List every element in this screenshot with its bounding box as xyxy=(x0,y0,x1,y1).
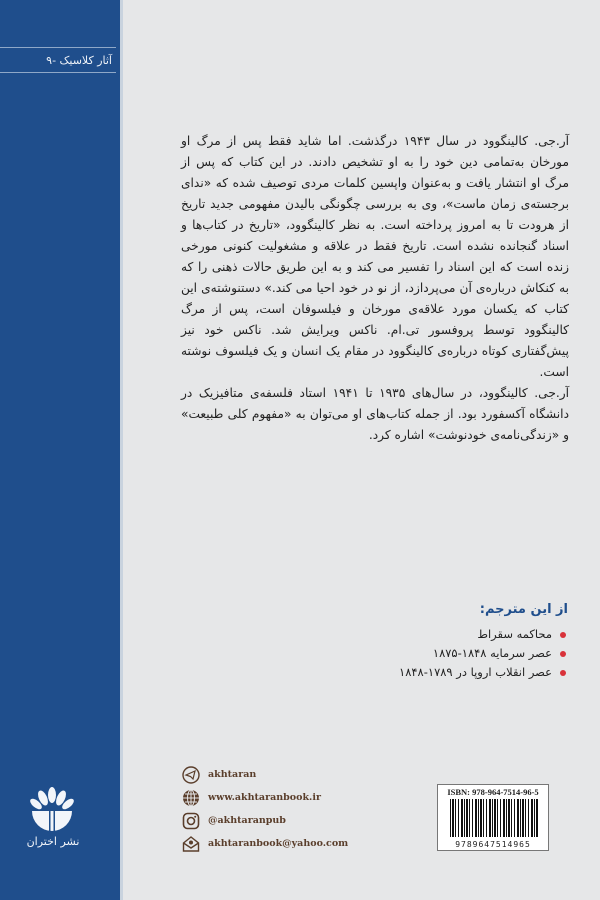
translator-works-list xyxy=(268,625,568,682)
telegram-icon xyxy=(182,766,200,784)
list-item: عصر انقلاب اروپا در ۱۷۸۹-۱۸۴۸ xyxy=(268,663,568,682)
publisher-logo-icon xyxy=(28,785,76,833)
isbn-label: ISBN: 978-964-7514-96-5 xyxy=(447,787,539,797)
contact-website: www.akhtaranbook.ir xyxy=(182,786,348,809)
mail-icon xyxy=(182,835,200,853)
bullet-icon xyxy=(560,632,566,638)
contact-email: akhtaranbook@yahoo.com xyxy=(182,832,348,855)
list-item: محاکمه سقراط xyxy=(268,625,568,644)
spine-edge xyxy=(120,0,123,900)
barcode-icon xyxy=(450,799,538,837)
contact-instagram: @akhtaranpub xyxy=(182,809,348,832)
list-item: عصر سرمایه ۱۸۴۸-۱۸۷۵ xyxy=(268,644,568,663)
contact-telegram: akhtaran xyxy=(182,763,348,786)
bullet-icon xyxy=(560,670,566,676)
blurb-paragraph: آر.جی. کالینگوود در سال ۱۹۴۳ درگذشت. اما شاید فقط پس از مرگ او مورخان به‌تمامی دین خود را به او تشخیص دادند. در این کتاب که پس از مرگ او انتشار یافت و به‌عنوان واپسین کلمات مردی توصیف شده که «ندای برجسته‌ی زمان ماست»، وی به بررسی چگونگی بالیدن مفهومی جدید تاریخ از هرودت تا به امروز پرداخته است. به نظر کالینگوود، «تاریخ در کتاب‌ها و اسناد گنجانده نشده است. تاریخ فقط در علاقه و مشغولیت کنونی مورخی زنده است که این اسناد را تفسیر می کند و به این طریق حالات ذهنی را که به کنکاش درباره‌ی آن می‌پردازد، از نو در خود احیا می کند.» دستنوشته‌ی این کتاب که یکسان مورد علاقه‌ی مورخان و فیلسوفان است، پس از مرگ کالینگوود توسط پروفسور تی.ام. ناکس ویرایش شد. ناکس خود نیز پیش‌گفتاری کوتاه درباره‌ی کالینگوود در مقام یک انسان و یک فیلسوف نوشته است. xyxy=(181,134,569,379)
back-cover-blurb xyxy=(181,131,569,446)
globe-icon xyxy=(182,789,200,807)
translator-works xyxy=(268,602,568,682)
publisher-name: نشر اختران xyxy=(26,835,80,848)
instagram-icon xyxy=(182,812,200,830)
translator-works-title: از این مترجم: xyxy=(479,602,568,617)
series-label: آثار کلاسیک -۹ xyxy=(0,47,116,73)
blurb-paragraph: آر.جی. کالینگوود، در سال‌های ۱۹۳۵ تا ۱۹۴۱ استاد فلسفه‌ی متافیزیک در دانشگاه آکسفورد بود. از جمله کتاب‌های او می‌توان به «مفهوم کلی طبیعت» و «زندگی‌نامه‌ی خودنوشت» اشاره کرد. xyxy=(181,386,569,442)
isbn-barcode xyxy=(437,784,549,851)
bullet-icon xyxy=(560,651,566,657)
publisher-contacts xyxy=(182,763,348,855)
book-spine-band xyxy=(0,0,120,900)
barcode-digits: 9789647514965 xyxy=(455,840,531,849)
